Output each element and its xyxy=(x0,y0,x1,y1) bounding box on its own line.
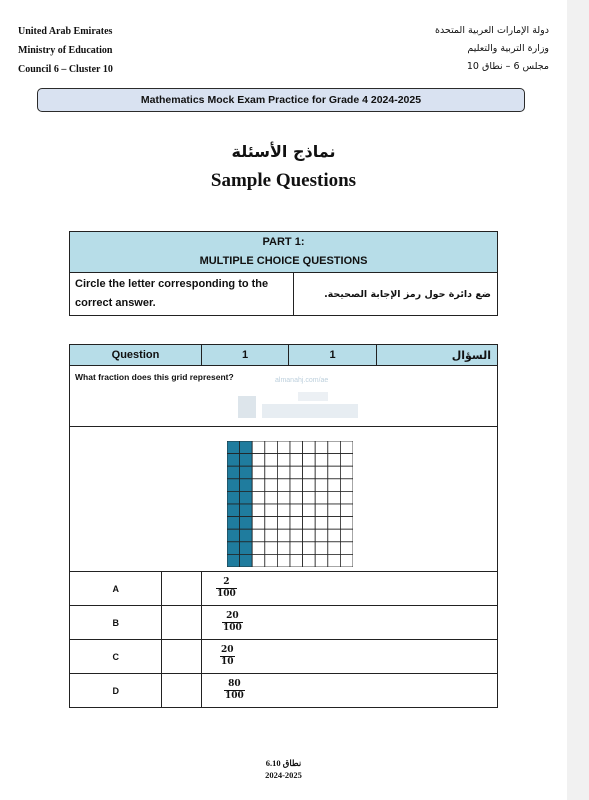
empty-square xyxy=(252,554,265,567)
empty-square xyxy=(277,554,290,567)
empty-square xyxy=(277,441,290,454)
empty-square xyxy=(252,479,265,492)
empty-square xyxy=(303,441,316,454)
question-label: Question xyxy=(70,345,202,366)
part-number: PART 1: xyxy=(262,236,305,248)
shaded-square xyxy=(240,479,253,492)
empty-square xyxy=(252,504,265,517)
shaded-square xyxy=(240,554,253,567)
empty-square xyxy=(277,529,290,542)
option-letter[interactable]: B xyxy=(70,606,162,640)
empty-square xyxy=(340,479,353,492)
empty-square xyxy=(252,441,265,454)
empty-square xyxy=(340,517,353,530)
empty-square xyxy=(315,529,328,542)
numerator: 20 xyxy=(226,611,239,621)
shaded-square xyxy=(227,542,240,555)
empty-square xyxy=(340,491,353,504)
shaded-square xyxy=(240,454,253,467)
empty-square xyxy=(290,454,303,467)
council-name-ar: مجلس 6 – نطاق 10 xyxy=(466,61,549,72)
empty-square xyxy=(315,517,328,530)
shaded-square xyxy=(240,441,253,454)
empty-square xyxy=(252,491,265,504)
empty-square xyxy=(252,517,265,530)
empty-square xyxy=(265,542,278,555)
empty-square xyxy=(340,529,353,542)
shaded-square xyxy=(240,542,253,555)
denominator: 100 xyxy=(225,691,244,701)
empty-square xyxy=(340,542,353,555)
empty-square xyxy=(328,454,341,467)
shaded-square xyxy=(227,441,240,454)
empty-square xyxy=(303,542,316,555)
empty-square xyxy=(340,554,353,567)
empty-square xyxy=(265,479,278,492)
empty-square xyxy=(265,554,278,567)
fraction-grid xyxy=(227,441,353,567)
option-row[interactable] xyxy=(70,606,498,640)
empty-square xyxy=(328,504,341,517)
empty-square xyxy=(277,517,290,530)
empty-square xyxy=(290,517,303,530)
instruction-en: Circle the letter corresponding to the correct answer. xyxy=(70,273,294,316)
shaded-square xyxy=(240,504,253,517)
empty-square xyxy=(328,441,341,454)
exam-banner: Mathematics Mock Exam Practice for Grade 4 2024-2025 xyxy=(37,88,525,112)
empty-square xyxy=(290,554,303,567)
option-gap xyxy=(162,606,202,640)
shaded-square xyxy=(227,491,240,504)
empty-square xyxy=(315,504,328,517)
empty-square xyxy=(328,554,341,567)
empty-square xyxy=(252,454,265,467)
header-left xyxy=(18,22,113,79)
shaded-square xyxy=(227,454,240,467)
option-gap xyxy=(162,674,202,708)
question-label-ar: السؤال xyxy=(377,345,498,366)
part-table xyxy=(69,231,498,316)
option-value xyxy=(202,572,498,606)
shaded-square xyxy=(227,479,240,492)
empty-square xyxy=(315,491,328,504)
page-footer xyxy=(0,757,567,781)
empty-square xyxy=(277,542,290,555)
empty-square xyxy=(328,491,341,504)
shaded-square xyxy=(240,491,253,504)
denominator: 100 xyxy=(217,589,236,599)
empty-square xyxy=(328,529,341,542)
empty-square xyxy=(290,542,303,555)
empty-square xyxy=(290,466,303,479)
option-row[interactable] xyxy=(70,674,498,708)
empty-square xyxy=(277,504,290,517)
country-name-ar: دولة الإمارات العربية المتحدة xyxy=(434,25,549,36)
empty-square xyxy=(315,542,328,555)
shaded-square xyxy=(227,466,240,479)
empty-square xyxy=(265,504,278,517)
shaded-square xyxy=(227,529,240,542)
shaded-square xyxy=(227,504,240,517)
fraction xyxy=(216,577,237,600)
denominator: 10 xyxy=(221,657,234,667)
question-number: 1 xyxy=(202,345,289,366)
option-letter[interactable]: A xyxy=(70,572,162,606)
watermark-logo xyxy=(238,390,363,425)
empty-square xyxy=(265,454,278,467)
shaded-square xyxy=(240,466,253,479)
empty-square xyxy=(328,479,341,492)
empty-square xyxy=(328,517,341,530)
option-letter[interactable]: C xyxy=(70,640,162,674)
option-value xyxy=(202,606,498,640)
page-edge xyxy=(567,0,589,800)
empty-square xyxy=(340,454,353,467)
page-title-ar: نماذج الأسئلة xyxy=(231,142,336,161)
empty-square xyxy=(265,441,278,454)
empty-square xyxy=(277,454,290,467)
shaded-square xyxy=(240,517,253,530)
header-right xyxy=(435,22,549,76)
option-row[interactable] xyxy=(70,572,498,606)
denominator: 100 xyxy=(223,623,242,633)
empty-square xyxy=(340,466,353,479)
empty-square xyxy=(252,529,265,542)
empty-square xyxy=(303,454,316,467)
empty-square xyxy=(303,491,316,504)
empty-square xyxy=(290,441,303,454)
empty-square xyxy=(265,517,278,530)
shaded-square xyxy=(227,554,240,567)
option-letter[interactable]: D xyxy=(70,674,162,708)
empty-square xyxy=(277,466,290,479)
empty-square xyxy=(303,466,316,479)
question-text: What fraction does this grid represent? xyxy=(70,366,498,427)
question-number-ar: 1 xyxy=(289,345,377,366)
empty-square xyxy=(277,479,290,492)
empty-square xyxy=(315,441,328,454)
numerator: 80 xyxy=(228,679,241,689)
empty-square xyxy=(265,491,278,504)
empty-square xyxy=(290,529,303,542)
empty-square xyxy=(340,441,353,454)
council-name: Council 6 – Cluster 10 xyxy=(18,64,113,75)
empty-square xyxy=(315,466,328,479)
part-title: MULTIPLE CHOICE QUESTIONS xyxy=(199,255,368,267)
page-title: Sample Questions xyxy=(210,170,357,191)
option-gap xyxy=(162,572,202,606)
grid-cell xyxy=(70,427,498,572)
shaded-square xyxy=(240,529,253,542)
empty-square xyxy=(303,504,316,517)
shaded-square xyxy=(227,517,240,530)
fraction xyxy=(220,645,235,668)
watermark-url: almanahj.com/ae xyxy=(275,377,329,384)
footer-year: 2024-2025 xyxy=(265,770,302,780)
fraction xyxy=(224,679,245,702)
numerator: 20 xyxy=(221,645,234,655)
fraction xyxy=(222,611,243,634)
empty-square xyxy=(252,542,265,555)
empty-square xyxy=(290,479,303,492)
empty-square xyxy=(290,504,303,517)
empty-square xyxy=(303,529,316,542)
option-value xyxy=(202,640,498,674)
empty-square xyxy=(328,466,341,479)
empty-square xyxy=(290,491,303,504)
instruction-ar: ضع دائرة حول رمز الإجابة الصحيحة. xyxy=(294,273,498,316)
part-header xyxy=(70,232,498,273)
empty-square xyxy=(303,554,316,567)
numerator: 2 xyxy=(223,577,230,587)
empty-square xyxy=(265,529,278,542)
empty-square xyxy=(315,479,328,492)
option-row[interactable] xyxy=(70,640,498,674)
country-name: United Arab Emirates xyxy=(18,26,113,37)
option-value xyxy=(202,674,498,708)
empty-square xyxy=(315,554,328,567)
empty-square xyxy=(252,466,265,479)
empty-square xyxy=(328,542,341,555)
empty-square xyxy=(265,466,278,479)
empty-square xyxy=(315,454,328,467)
option-gap xyxy=(162,640,202,674)
empty-square xyxy=(303,479,316,492)
empty-square xyxy=(303,517,316,530)
empty-square xyxy=(340,504,353,517)
ministry-name-ar: وزارة التربية والتعليم xyxy=(467,43,549,54)
footer-cluster: نطاق 6.10 xyxy=(265,758,302,768)
ministry-name: Ministry of Education xyxy=(18,45,113,56)
empty-square xyxy=(277,491,290,504)
